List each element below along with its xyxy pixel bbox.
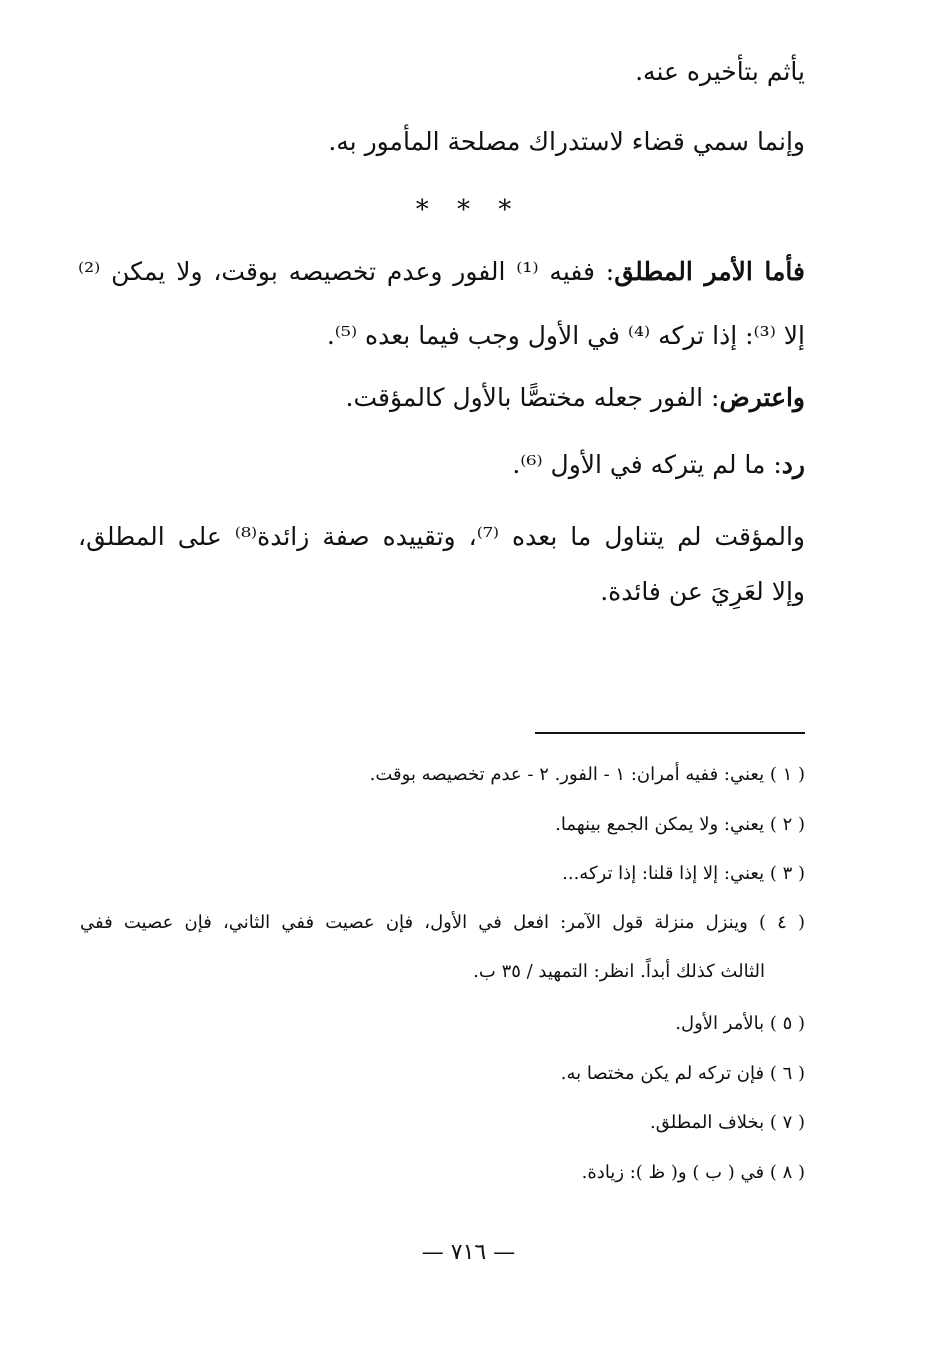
objection-text: : الفور جعله مختصًّا بالأول كالمؤقت. bbox=[345, 383, 720, 412]
text-line-1: يأثم بتأخيره عنه. bbox=[635, 57, 805, 86]
paragraph-text: : ففيه ⁽¹⁾ الفور وعدم تخصيصه بوقت، ولا يمكن ⁽²⁾ bbox=[78, 257, 615, 286]
heading-reply: رد bbox=[781, 450, 805, 479]
paragraph-absolute-command-line-2: إلا ⁽³⁾: إذا تركه ⁽⁴⁾ في الأول وجب فيما بعده ⁽⁵⁾. bbox=[326, 321, 805, 350]
footnote-4-line-1: ( ٤ ) وينزل منزلة قول الآمر: افعل في الأول، فإن عصيت ففي الثاني، فإن عصيت ففي bbox=[80, 912, 805, 933]
reply-line bbox=[512, 447, 805, 483]
footnote-1: ( ١ ) يعني: ففيه أمران: ١ - الفور. ٢ - عدم تخصيصه بوقت. bbox=[369, 764, 805, 785]
footnote-8: ( ٨ ) في ( ب ) و( ظ ): زيادة. bbox=[581, 1162, 805, 1183]
timed-command-line-1: والمؤقت لم يتناول ما بعده ⁽⁷⁾، وتقييده صفة زائدة⁽⁸⁾ على المطلق، bbox=[78, 522, 806, 551]
page-number: — ٧١٦ — bbox=[421, 1240, 516, 1265]
heading-objection: واعترض bbox=[719, 383, 805, 412]
reply-text: : ما لم يتركه في الأول ⁽⁶⁾. bbox=[512, 450, 782, 479]
objection-line bbox=[346, 380, 805, 416]
footnote-3: ( ٣ ) يعني: إلا إذا قلنا: إذا تركه... bbox=[562, 863, 805, 884]
timed-command-line-2: وإلا لعَرِيَ عن فائدة. bbox=[600, 577, 805, 606]
footnote-2: ( ٢ ) يعني: ولا يمكن الجمع بينهما. bbox=[555, 814, 805, 835]
footnote-5: ( ٥ ) بالأمر الأول. bbox=[675, 1013, 805, 1034]
footnote-separator bbox=[535, 732, 805, 734]
section-divider-stars: * * * bbox=[415, 195, 522, 225]
footnote-4-line-2: الثالث كذلك أبداً. انظر: التمهيد / ٣٥ ب. bbox=[473, 961, 765, 982]
footnote-6: ( ٦ ) فإن تركه لم يكن مختصا به. bbox=[560, 1063, 805, 1084]
heading-absolute-command: فأما الأمر المطلق bbox=[614, 257, 805, 286]
text-line-2: وإنما سمي قضاء لاستدراك مصلحة المأمور به. bbox=[328, 127, 805, 156]
paragraph-absolute-command-line-1 bbox=[78, 254, 805, 290]
footnote-7: ( ٧ ) بخلاف المطلق. bbox=[650, 1112, 805, 1133]
